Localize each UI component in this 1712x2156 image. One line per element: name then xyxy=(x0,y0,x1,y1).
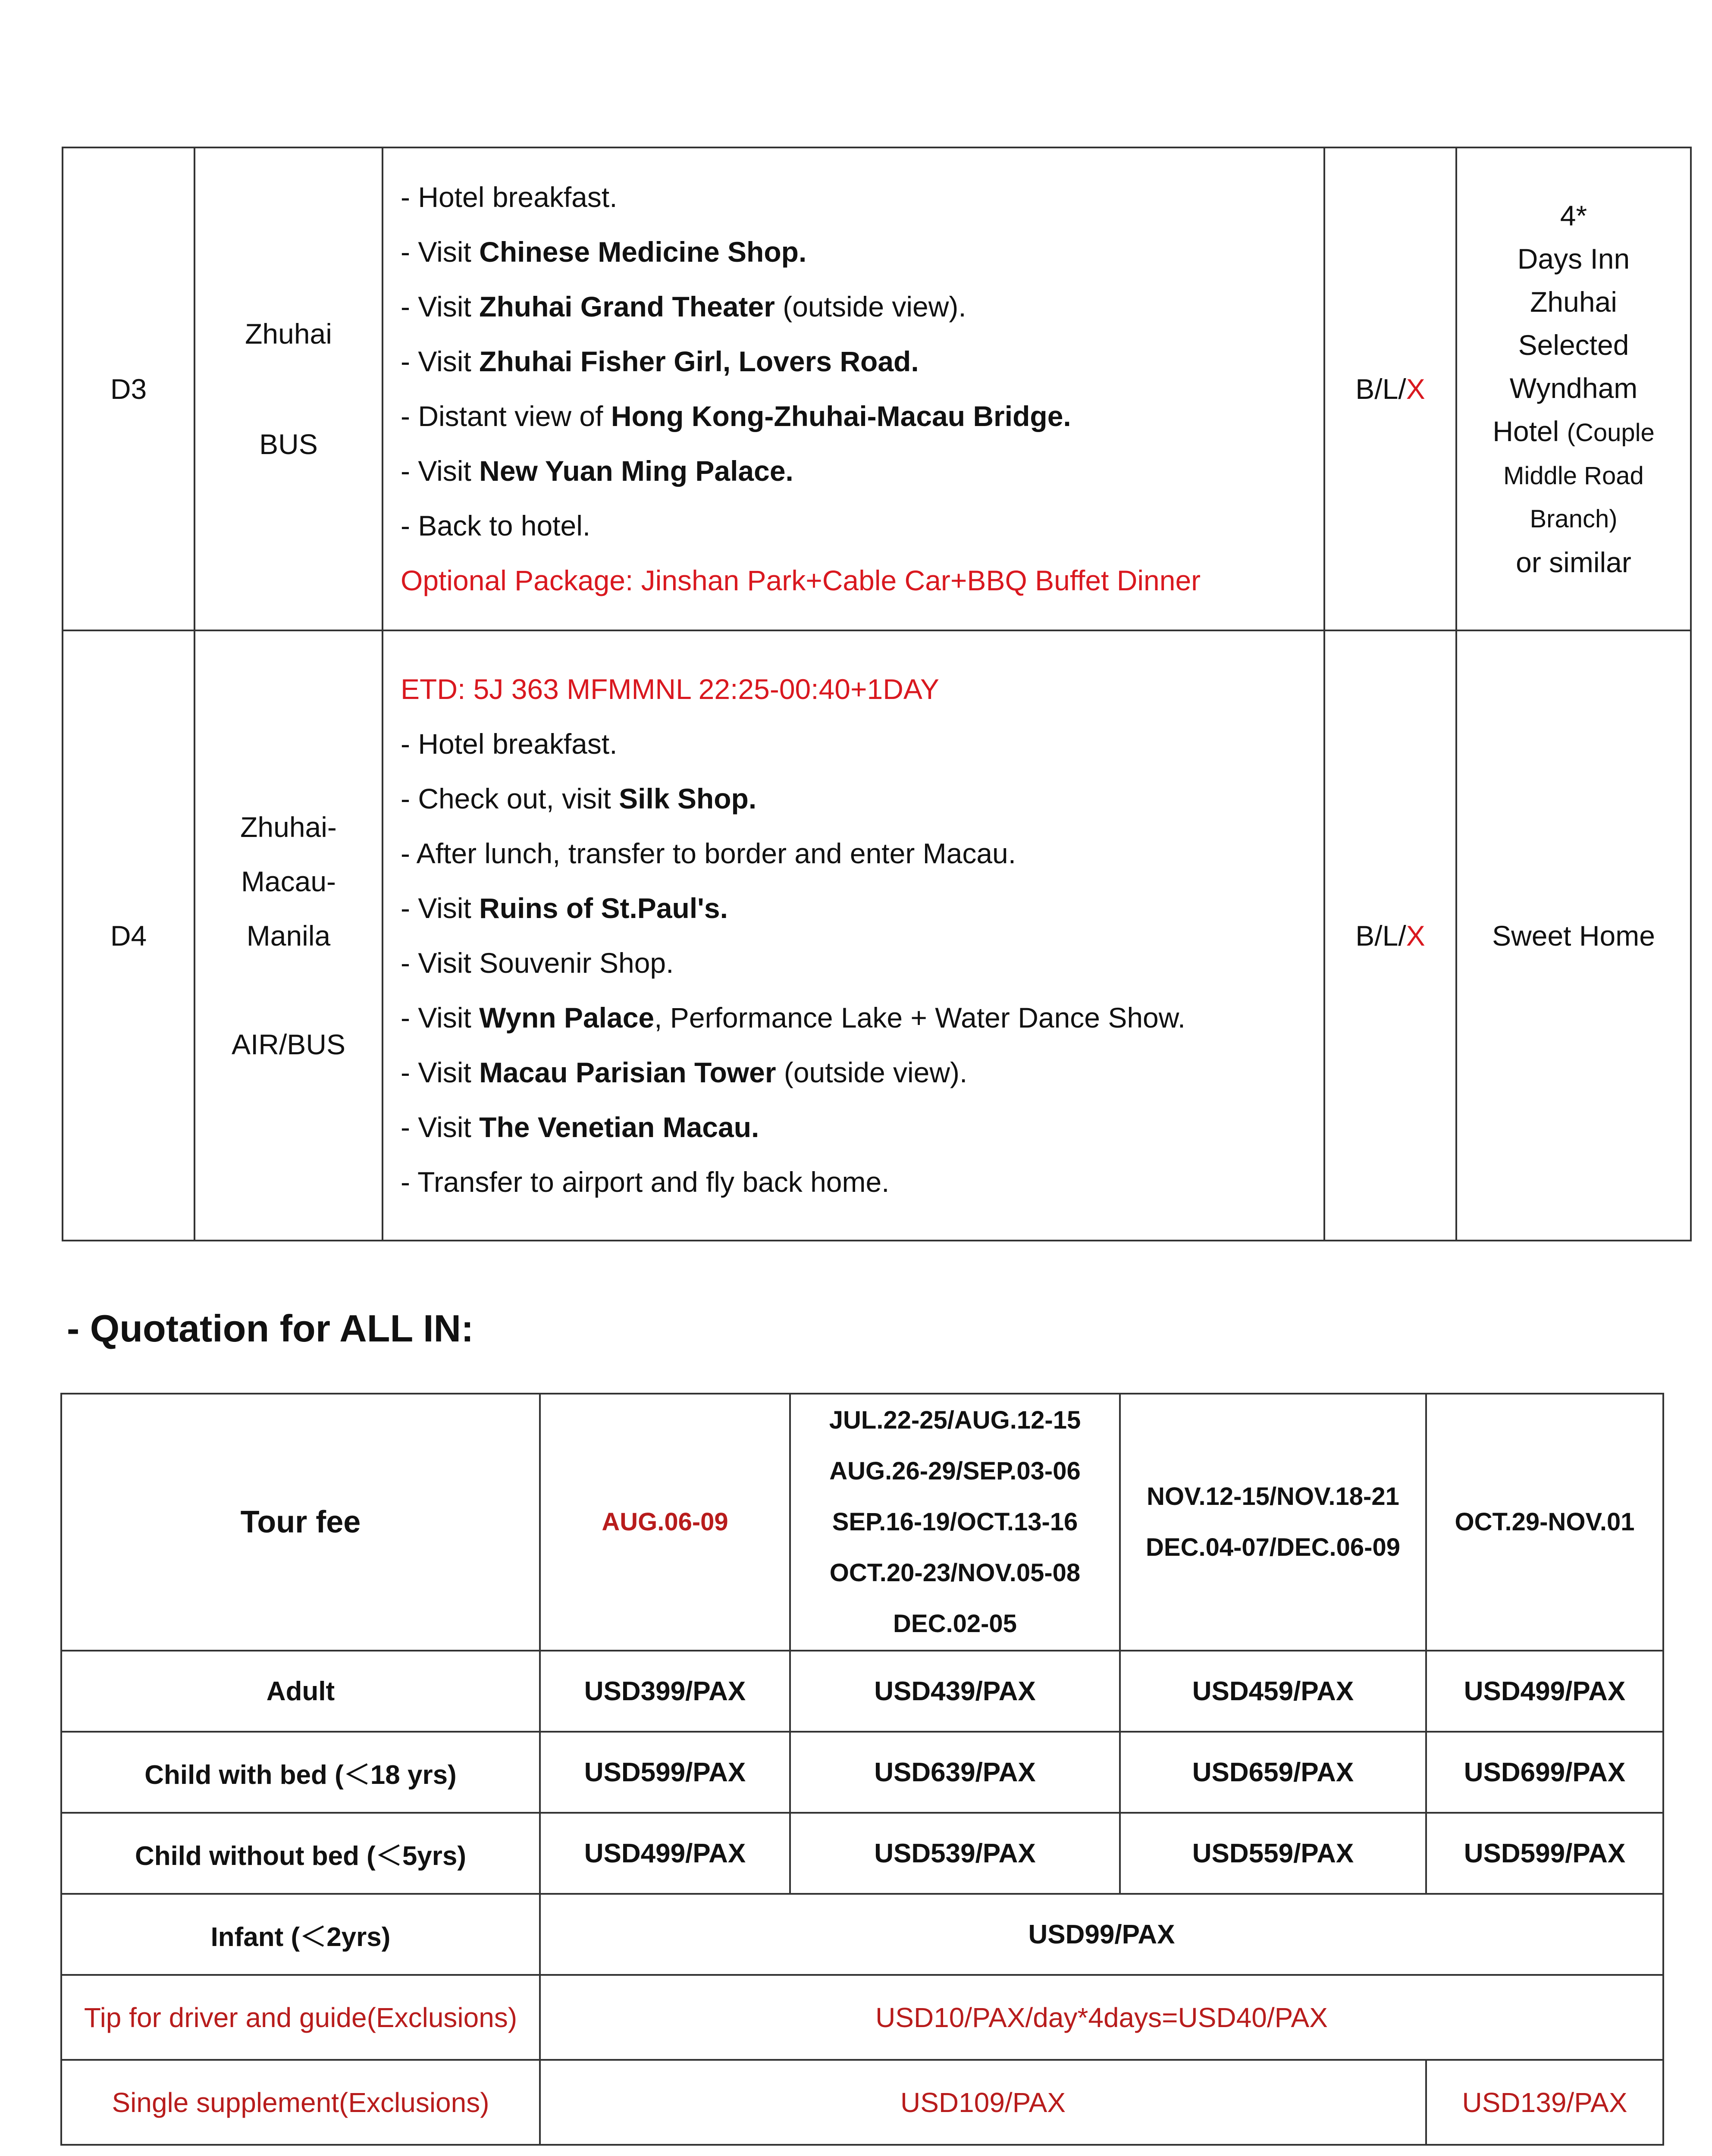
activity-line: - Visit New Yuan Ming Palace. xyxy=(401,455,793,487)
quotation-table xyxy=(60,1393,1664,2146)
attraction-name: Zhuhai Fisher Girl, Lovers Road. xyxy=(479,345,919,377)
price-cell: USD559/PAX xyxy=(1120,1813,1426,1894)
activity-line: - Visit Chinese Medicine Shop. xyxy=(401,236,807,268)
meal-cell xyxy=(1324,630,1456,1241)
day-cell: D3 xyxy=(63,147,194,630)
date-header: OCT.29-NOV.01 xyxy=(1426,1394,1663,1651)
price-cell: USD699/PAX xyxy=(1426,1732,1663,1813)
date-range: AUG.26-29/SEP.03-06 xyxy=(829,1457,1081,1485)
city-name: Manila xyxy=(246,919,331,952)
activity-line: - Distant view of Hong Kong-Zhuhai-Macau Bridge. xyxy=(401,400,1071,432)
price-cell: USD539/PAX xyxy=(790,1813,1120,1894)
quotation-header-row xyxy=(61,1394,1663,1651)
date-range: DEC.02-05 xyxy=(893,1610,1017,1638)
price-row-label: Child without bed (＜5yrs) xyxy=(61,1813,540,1894)
price-cell: USD659/PAX xyxy=(1120,1732,1426,1813)
activities-cell xyxy=(383,147,1324,630)
date-header: AUG.06-09 xyxy=(540,1394,790,1651)
attraction-name: Ruins of St.Paul's. xyxy=(479,892,728,924)
quotation-heading: - Quotation for ALL IN: xyxy=(67,1307,474,1350)
exclusion-label: Tip for driver and guide(Exclusions) xyxy=(61,1975,540,2060)
price-row-label: Infant (＜2yrs) xyxy=(61,1894,540,1975)
itinerary-row-d3 xyxy=(63,147,1691,630)
price-row xyxy=(61,1813,1663,1894)
activity-line: - Visit Ruins of St.Paul's. xyxy=(401,892,728,924)
exclusion-value: USD139/PAX xyxy=(1426,2060,1663,2145)
activity-line: - Visit The Venetian Macau. xyxy=(401,1111,759,1143)
meal-excluded-mark: X xyxy=(1406,919,1425,952)
date-range: SEP.16-19/OCT.13-16 xyxy=(832,1508,1078,1536)
date-range: OCT.20-23/NOV.05-08 xyxy=(829,1559,1081,1587)
attraction-name: The Venetian Macau. xyxy=(479,1111,759,1143)
date-range: DEC.04-07/DEC.06-09 xyxy=(1146,1533,1400,1561)
flight-etd: ETD: 5J 363 MFMMNL 22:25-00:40+1DAY xyxy=(401,673,940,705)
price-row-label: Adult xyxy=(61,1651,540,1732)
attraction-name: Zhuhai Grand Theater xyxy=(479,291,775,323)
exclusion-label: Single supplement(Exclusions) xyxy=(61,2060,540,2145)
activity-line: - Hotel breakfast. xyxy=(401,181,618,213)
hotel-name-line: Zhuhai xyxy=(1530,286,1617,318)
itinerary-row-d4 xyxy=(63,630,1691,1241)
activity-list xyxy=(401,170,1306,553)
price-row xyxy=(61,1732,1663,1813)
date-header xyxy=(790,1394,1120,1651)
price-cell: USD439/PAX xyxy=(790,1651,1120,1732)
optional-package-note: Optional Package: Jinshan Park+Cable Car+BBQ Buffet Dinner xyxy=(401,564,1201,596)
meal-cell xyxy=(1324,147,1456,630)
activity-line: - Visit Souvenir Shop. xyxy=(401,946,674,979)
activity-line: - Transfer to airport and fly back home. xyxy=(401,1166,890,1198)
hotel-name-line: Wyndham xyxy=(1509,372,1638,404)
city-name: Zhuhai xyxy=(245,318,332,350)
price-row xyxy=(61,1651,1663,1732)
attraction-name: Hong Kong-Zhuhai-Macau Bridge. xyxy=(611,400,1071,432)
hotel-branch: Branch) xyxy=(1530,505,1618,533)
hotel-cell: Sweet Home xyxy=(1456,630,1691,1241)
date-header xyxy=(1120,1394,1426,1651)
date-range: NOV.12-15/NOV.18-21 xyxy=(1147,1482,1399,1510)
activity-list xyxy=(401,717,1306,1210)
hotel-branch: (Couple xyxy=(1567,419,1655,447)
activity-line: - After lunch, transfer to border and enter Macau. xyxy=(401,837,1016,869)
activity-line: - Visit Zhuhai Grand Theater (outside view). xyxy=(401,291,966,323)
attraction-name: New Yuan Ming Palace. xyxy=(479,455,793,487)
activity-line: - Visit Wynn Palace, Performance Lake + Water Dance Show. xyxy=(401,1001,1186,1034)
hotel-branch: Middle Road xyxy=(1503,462,1644,490)
activity-line: - Check out, visit Silk Shop. xyxy=(401,782,757,815)
price-cell: USD599/PAX xyxy=(1426,1813,1663,1894)
price-cell: USD499/PAX xyxy=(540,1813,790,1894)
hotel-name-line: Hotel xyxy=(1493,415,1559,447)
price-cell: USD99/PAX xyxy=(540,1894,1663,1975)
hotel-name-line: Days Inn xyxy=(1517,243,1630,275)
price-cell: USD399/PAX xyxy=(540,1651,790,1732)
price-cell: USD459/PAX xyxy=(1120,1651,1426,1732)
meal-included: B/L/ xyxy=(1355,373,1406,405)
exclusion-value: USD10/PAX/day*4days=USD40/PAX xyxy=(540,1975,1663,2060)
hotel-cell xyxy=(1456,147,1691,630)
attraction-name: Macau Parisian Tower xyxy=(479,1056,776,1088)
city-name: Zhuhai- xyxy=(240,811,337,843)
attraction-name: Silk Shop. xyxy=(619,782,757,815)
hotel-name-line: Selected xyxy=(1518,329,1629,361)
activity-line: - Back to hotel. xyxy=(401,510,591,542)
itinerary-table xyxy=(62,147,1692,1241)
hotel-rating: 4* xyxy=(1560,200,1587,232)
single-supplement-row xyxy=(61,2060,1663,2145)
meal-excluded-mark: X xyxy=(1406,373,1425,405)
transport-mode: AIR/BUS xyxy=(231,1028,346,1060)
transport-mode: BUS xyxy=(259,428,318,460)
attraction-name: Wynn Palace xyxy=(479,1001,655,1034)
city-cell xyxy=(194,147,383,630)
activities-cell xyxy=(383,630,1324,1241)
tour-fee-header: Tour fee xyxy=(61,1394,540,1651)
exclusion-value: USD109/PAX xyxy=(540,2060,1426,2145)
hotel-similar: or similar xyxy=(1516,546,1631,578)
infant-row xyxy=(61,1894,1663,1975)
price-cell: USD499/PAX xyxy=(1426,1651,1663,1732)
city-cell xyxy=(194,630,383,1241)
attraction-name: Chinese Medicine Shop. xyxy=(479,236,807,268)
day-cell: D4 xyxy=(63,630,194,1241)
activity-line: - Visit Macau Parisian Tower (outside view). xyxy=(401,1056,968,1088)
tip-row xyxy=(61,1975,1663,2060)
price-cell: USD599/PAX xyxy=(540,1732,790,1813)
city-name: Macau- xyxy=(241,865,336,897)
activity-line: - Hotel breakfast. xyxy=(401,727,618,760)
activity-line: - Visit Zhuhai Fisher Girl, Lovers Road. xyxy=(401,345,919,377)
price-cell: USD639/PAX xyxy=(790,1732,1120,1813)
price-row-label: Child with bed (＜18 yrs) xyxy=(61,1732,540,1813)
meal-included: B/L/ xyxy=(1355,919,1406,952)
date-range: JUL.22-25/AUG.12-15 xyxy=(829,1406,1081,1434)
